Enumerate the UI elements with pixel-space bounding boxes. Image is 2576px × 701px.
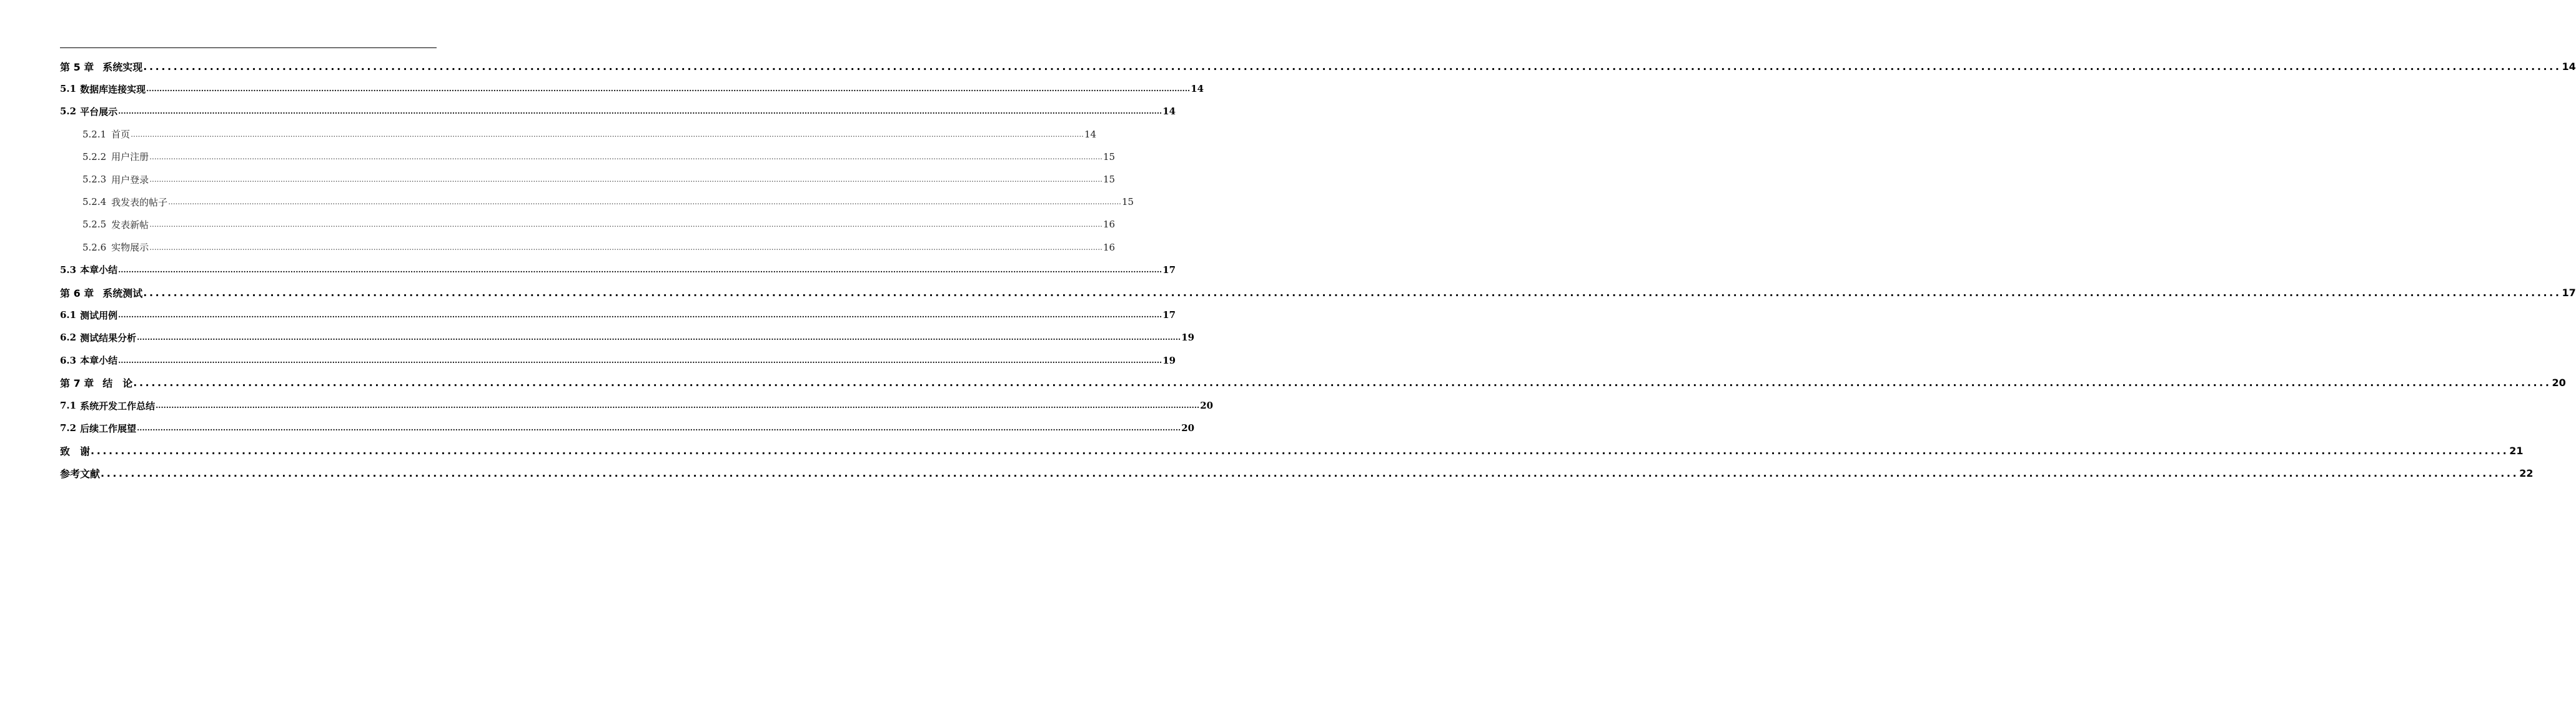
- toc-entry-title: 测试用例: [80, 309, 118, 321]
- toc-entry-number: 7.1: [60, 400, 77, 411]
- toc-entry-number: 5.3: [60, 264, 77, 276]
- toc-leader-dots: ................................................................................................................................................................................................................................................................................................................................................................................................................: [137, 424, 1181, 433]
- toc-entry-page: 19: [1162, 354, 1176, 366]
- toc-entry-title: 本章小结: [80, 355, 118, 367]
- toc-entry[interactable]: [60, 55, 2576, 77]
- toc-entry-number: 5.2.3: [82, 174, 107, 185]
- toc-entry-number: 5.2: [60, 106, 77, 117]
- toc-entry[interactable]: [60, 259, 1176, 281]
- toc-entry[interactable]: [60, 394, 1214, 417]
- toc-entry[interactable]: [60, 213, 1116, 236]
- toc-entry-page: 14: [1191, 83, 1204, 95]
- toc-leader-dots: ................................................................................................................................................................................................................................................................................................................................................................................................................: [131, 129, 1084, 139]
- toc-entry[interactable]: [60, 349, 1176, 372]
- toc-entry[interactable]: [60, 236, 1116, 259]
- toc-entry-title: 系统开发工作总结: [80, 400, 156, 412]
- toc-leader-dots: ................................................................................................................................................................................................................................................................................................................................................................................................................: [156, 401, 1200, 410]
- toc-leader-dots: ................................................................................................................................................................................................................................................................................................................................................................................................................: [137, 333, 1181, 342]
- toc-entry[interactable]: [60, 462, 2534, 485]
- toc-entry[interactable]: [60, 281, 2576, 304]
- toc-leader-dots: ................................................................................................................................................................................................................................................................................................................................................................................................................: [118, 355, 1162, 365]
- toc-entry[interactable]: [60, 191, 1134, 213]
- toc-entry-title: 后续工作展望: [80, 422, 137, 434]
- toc-entry-number: 第 5 章: [60, 61, 94, 73]
- toc-leader-dots: ................................................................................................................................................................................................................................................................................................................................................................................................................: [143, 286, 2562, 299]
- toc-entry-title: 我发表的帖子: [111, 196, 168, 208]
- toc-entry-page: 20: [2552, 377, 2566, 389]
- toc-entry[interactable]: [60, 123, 1097, 146]
- toc-leader-dots: ................................................................................................................................................................................................................................................................................................................................................................................................................: [118, 107, 1162, 116]
- toc-entry-title: 平台展示: [80, 106, 118, 117]
- toc-leader-dots: ................................................................................................................................................................................................................................................................................................................................................................................................................: [168, 197, 1121, 207]
- toc-leader-dots: ................................................................................................................................................................................................................................................................................................................................................................................................................: [143, 60, 2562, 72]
- toc-entry[interactable]: [60, 146, 1116, 168]
- toc-entry-page: 16: [1102, 241, 1116, 253]
- toc-entry-title: 测试结果分析: [80, 332, 137, 344]
- toc-entry-page: 20: [1181, 422, 1195, 434]
- toc-entry-number: 5.2.2: [82, 151, 107, 162]
- toc-entry-number: 5.2.1: [82, 128, 107, 140]
- toc-entry-page: 15: [1121, 196, 1134, 208]
- toc-entry[interactable]: [60, 372, 2566, 394]
- toc-entry-number: 6.2: [60, 332, 77, 344]
- toc-entry-page: 20: [1200, 400, 1214, 411]
- toc-entry-title: 首页: [111, 129, 131, 141]
- toc-leader-dots: ................................................................................................................................................................................................................................................................................................................................................................................................................: [149, 220, 1102, 229]
- toc-entry[interactable]: [60, 168, 1116, 191]
- toc-leader-dots: ................................................................................................................................................................................................................................................................................................................................................................................................................: [91, 444, 2509, 457]
- toc-leader-dots: ................................................................................................................................................................................................................................................................................................................................................................................................................: [118, 265, 1162, 274]
- toc-leader-dots: ................................................................................................................................................................................................................................................................................................................................................................................................................: [118, 311, 1162, 320]
- toc-entry-number: 5.2.5: [82, 219, 107, 231]
- toc-entry-number: 5.1: [60, 83, 77, 95]
- toc-leader-dots: ................................................................................................................................................................................................................................................................................................................................................................................................................: [149, 152, 1102, 161]
- toc-entry[interactable]: [60, 100, 1176, 122]
- toc-entry[interactable]: [60, 326, 1195, 349]
- toc-entry-title: 致 谢: [60, 445, 91, 457]
- toc-leader-dots: ................................................................................................................................................................................................................................................................................................................................................................................................................: [149, 242, 1102, 252]
- toc-leader-dots: ................................................................................................................................................................................................................................................................................................................................................................................................................: [146, 84, 1191, 94]
- toc-entry-title: 用户注册: [111, 151, 149, 163]
- toc-entry-title: 实物展示: [111, 242, 149, 254]
- toc-entry-title: 本章小结: [80, 264, 118, 276]
- toc-entry-page: 17: [1162, 264, 1176, 276]
- toc-entry-number: 6.1: [60, 309, 77, 321]
- toc-entry-page: 14: [2562, 60, 2576, 72]
- toc-entry-page: 17: [2562, 286, 2576, 299]
- toc-entry-title: 参考文献: [60, 468, 101, 480]
- toc-entry-number: 5.2.4: [82, 196, 107, 208]
- toc-entry-number: 6.3: [60, 354, 77, 366]
- toc-entry-page: 19: [1181, 332, 1195, 344]
- toc-entry[interactable]: [60, 439, 2524, 462]
- toc-entry-page: 15: [1102, 174, 1116, 185]
- toc-entry-title: 系统实现: [102, 61, 143, 73]
- toc-entry-page: 22: [2519, 467, 2534, 480]
- toc-entry-number: 第 6 章: [60, 287, 94, 299]
- toc-entry-page: 17: [1162, 309, 1176, 321]
- toc-entry-title: 结 论: [102, 377, 133, 390]
- toc-entry-page: 14: [1084, 128, 1097, 140]
- toc-entry-page: 14: [1162, 106, 1176, 117]
- toc-entry-number: 7.2: [60, 422, 77, 434]
- toc-entry[interactable]: [60, 304, 1176, 326]
- toc-leader-dots: ................................................................................................................................................................................................................................................................................................................................................................................................................: [133, 377, 2552, 389]
- toc-entry-number: 第 7 章: [60, 377, 94, 390]
- toc-entry-title: 数据库连接实现: [80, 83, 146, 95]
- toc-entry-title: 发表新帖: [111, 219, 149, 231]
- toc-entry-page: 15: [1102, 151, 1116, 162]
- toc-leader-dots: ................................................................................................................................................................................................................................................................................................................................................................................................................: [101, 467, 2519, 480]
- toc-entry-number: 5.2.6: [82, 241, 107, 253]
- toc-entry-page: 16: [1102, 219, 1116, 231]
- toc-entry[interactable]: [60, 77, 1204, 100]
- toc-leader-dots: ................................................................................................................................................................................................................................................................................................................................................................................................................: [149, 175, 1102, 184]
- toc-entry[interactable]: [60, 417, 1195, 439]
- toc-entry-title: 系统测试: [102, 287, 143, 299]
- toc-entry-title: 用户登录: [111, 174, 149, 186]
- header-rule: [60, 47, 437, 48]
- toc-entry-page: 21: [2509, 444, 2524, 457]
